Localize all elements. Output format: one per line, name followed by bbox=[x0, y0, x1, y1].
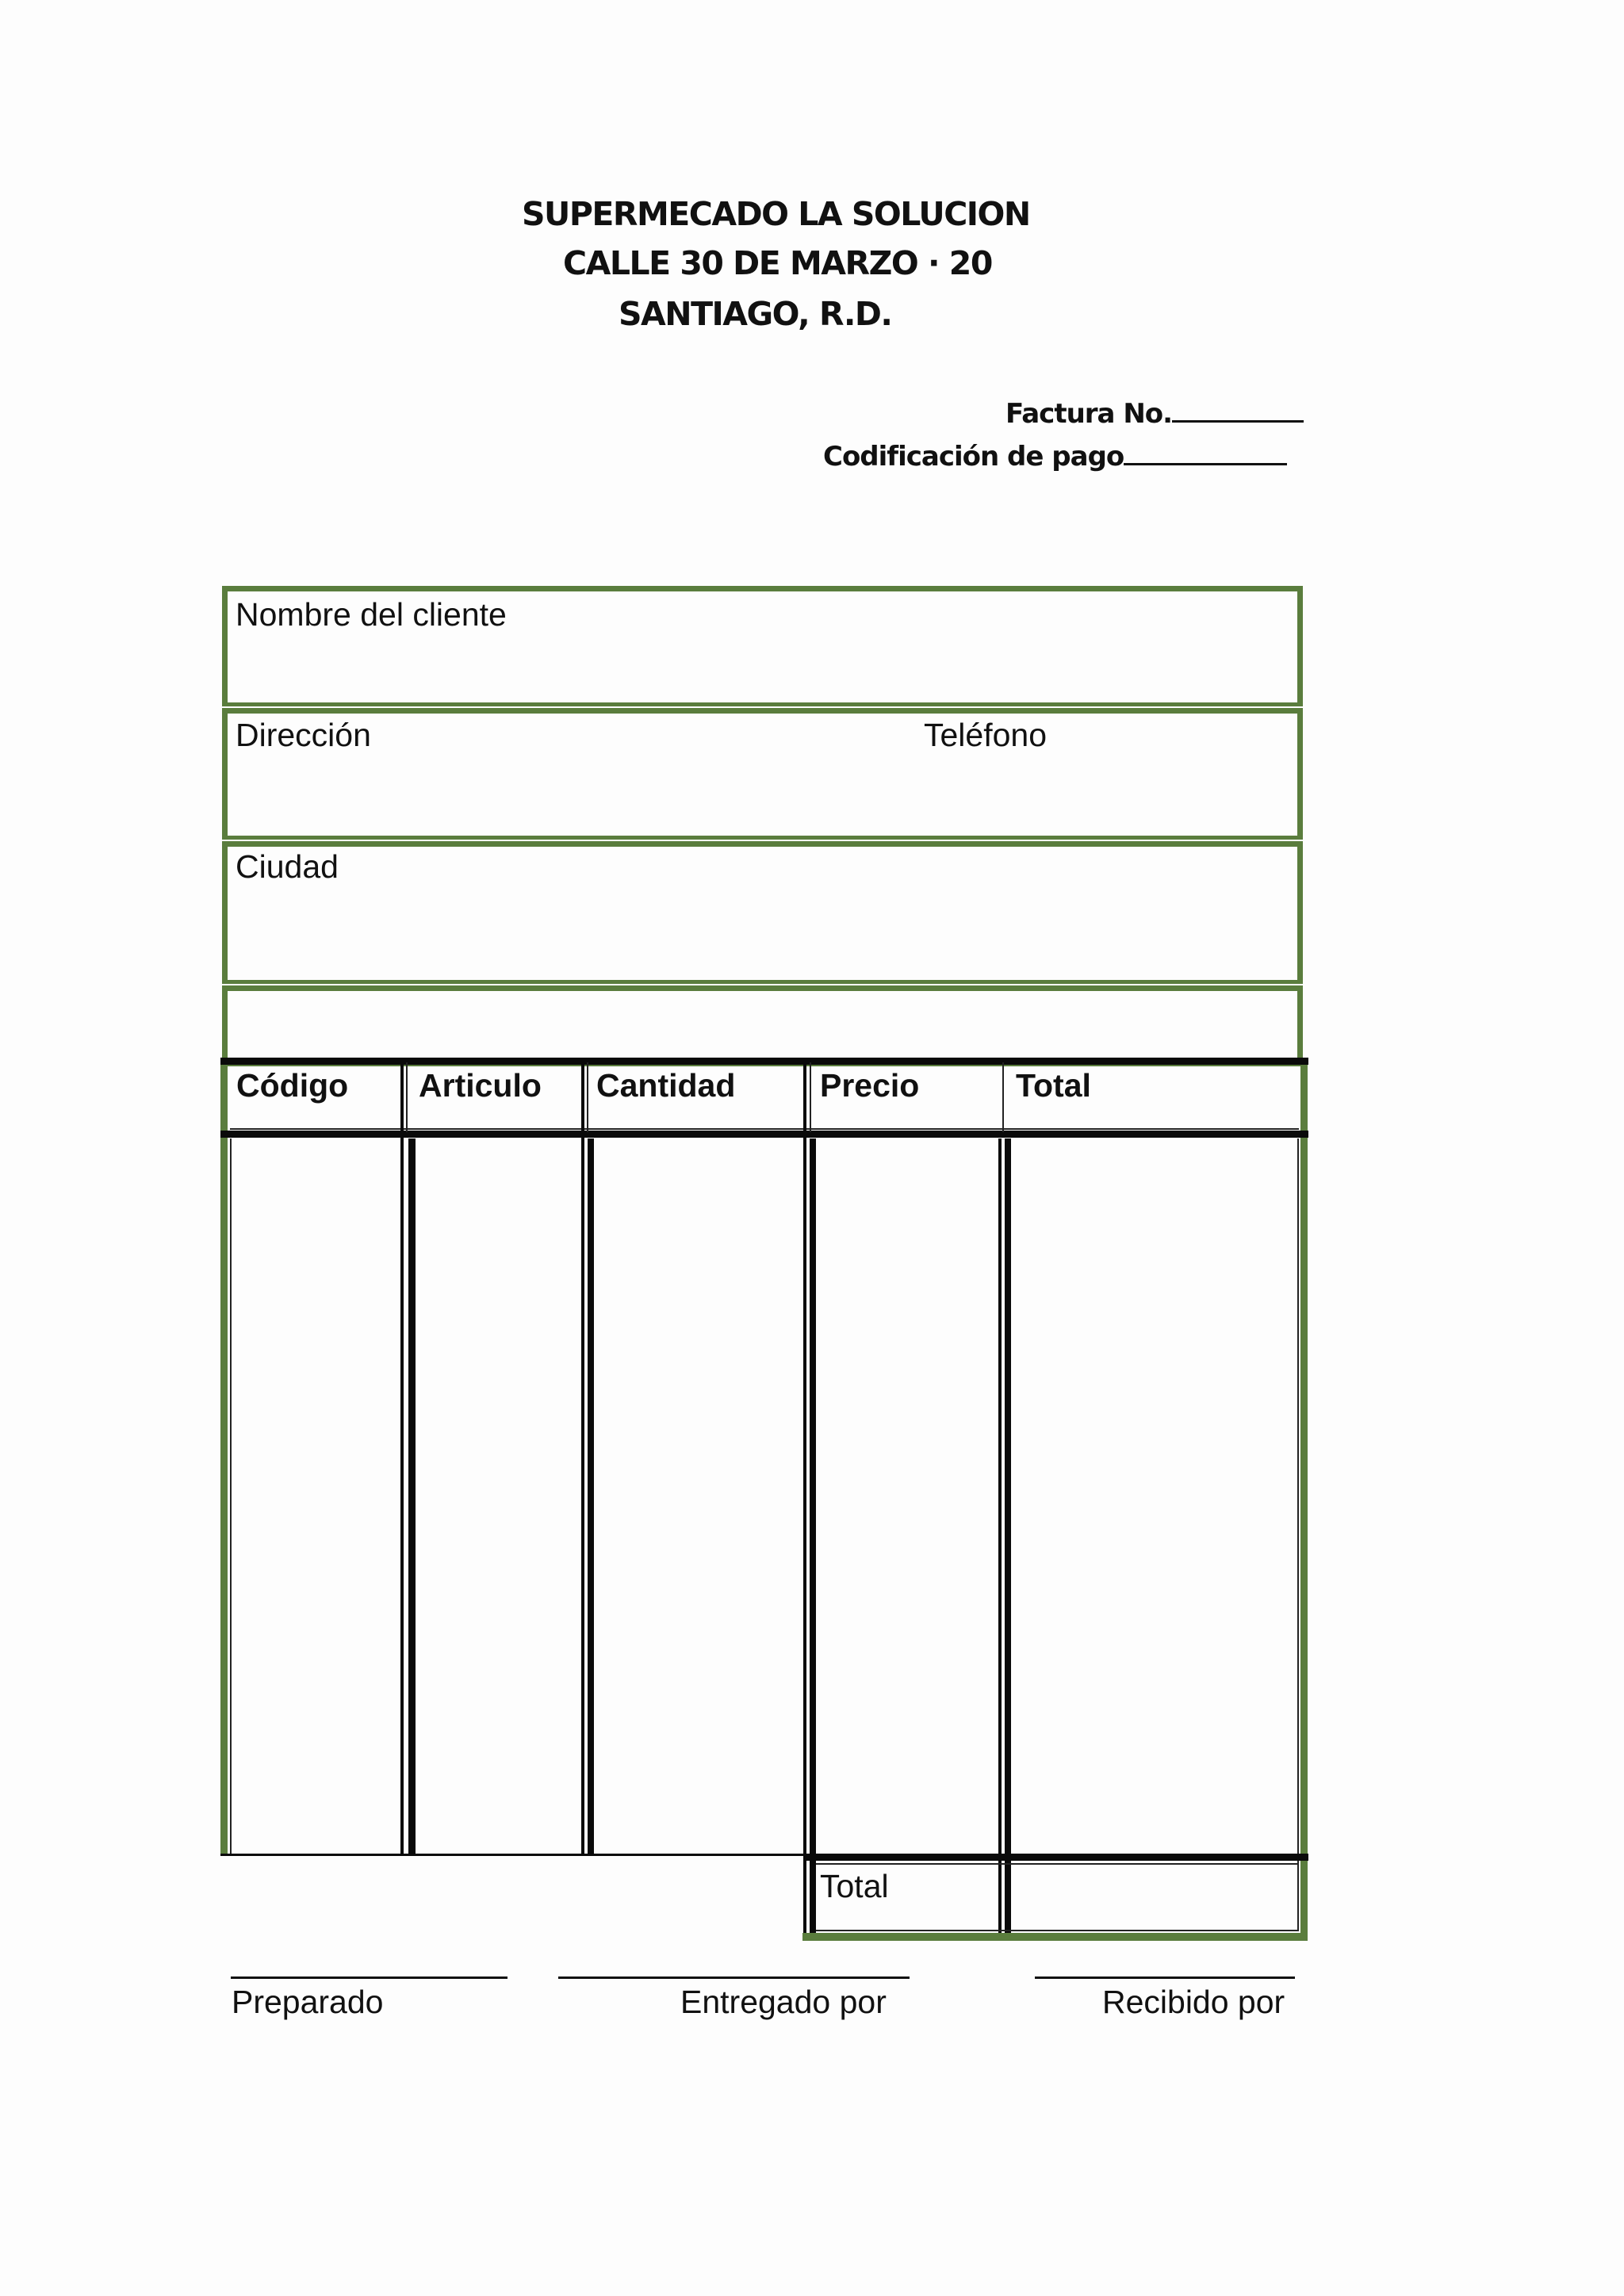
table-frame-left bbox=[220, 1064, 228, 1855]
customer-address-box[interactable] bbox=[226, 712, 1299, 837]
extra-info-box[interactable] bbox=[226, 989, 1299, 1062]
store-address: CALLE 30 DE MARZO · 20 bbox=[563, 244, 992, 282]
column-divider bbox=[400, 1059, 404, 1134]
column-divider bbox=[1002, 1062, 1004, 1132]
body-bottom-line bbox=[220, 1854, 809, 1856]
invoice-number-label: Factura No. bbox=[1005, 398, 1173, 430]
total-row-bottom-inner-line bbox=[816, 1930, 1299, 1931]
delivered-by-label: Entregado por bbox=[680, 1984, 887, 2020]
column-divider bbox=[406, 1062, 408, 1132]
prepared-signature-line[interactable] bbox=[231, 1976, 508, 1979]
header-row-inner-line bbox=[230, 1128, 1299, 1130]
header-row-bottom-line bbox=[220, 1131, 1308, 1138]
body-column-divider bbox=[810, 1138, 816, 1933]
payment-code-label: Codificación de pago bbox=[823, 441, 1124, 473]
prepared-label: Preparado bbox=[232, 1984, 384, 2020]
customer-name-label: Nombre del cliente bbox=[236, 596, 507, 633]
body-column-divider bbox=[588, 1138, 594, 1855]
table-frame-bottom bbox=[802, 1933, 1308, 1941]
customer-city-label: Ciudad bbox=[236, 848, 339, 885]
table-frame-right bbox=[1300, 1064, 1308, 1941]
column-header-precio: Precio bbox=[820, 1067, 920, 1104]
customer-address-label: Dirección bbox=[236, 717, 371, 753]
store-name: SUPERMECADO LA SOLUCION bbox=[522, 195, 1030, 233]
column-divider bbox=[587, 1062, 588, 1132]
column-header-articulo: Articulo bbox=[419, 1067, 542, 1104]
customer-phone-label: Teléfono bbox=[924, 717, 1048, 753]
body-left-inner-line bbox=[230, 1138, 232, 1854]
body-column-divider bbox=[581, 1135, 584, 1855]
grand-total-label: Total bbox=[820, 1868, 889, 1904]
column-divider bbox=[810, 1062, 811, 1132]
body-column-divider bbox=[803, 1135, 806, 1933]
column-divider bbox=[803, 1059, 806, 1134]
payment-code-field[interactable] bbox=[823, 441, 1287, 473]
payment-code-blank[interactable] bbox=[1124, 442, 1287, 465]
column-header-cantidad: Cantidad bbox=[596, 1067, 736, 1104]
body-right-inner-line bbox=[1297, 1138, 1299, 1931]
received-by-label: Recibido por bbox=[1102, 1984, 1285, 2020]
invoice-number-field[interactable] bbox=[1005, 398, 1304, 430]
column-header-codigo: Código bbox=[236, 1067, 349, 1104]
column-header-total: Total bbox=[1016, 1067, 1091, 1104]
body-column-divider bbox=[400, 1135, 404, 1855]
body-column-divider bbox=[408, 1138, 416, 1855]
delivered-signature-line[interactable] bbox=[558, 1976, 910, 1979]
invoice-number-blank[interactable] bbox=[1172, 400, 1304, 423]
body-column-divider bbox=[1005, 1138, 1011, 1933]
received-signature-line[interactable] bbox=[1035, 1976, 1295, 1979]
total-row-top-line bbox=[803, 1854, 1308, 1861]
customer-city-box[interactable] bbox=[226, 845, 1299, 982]
body-column-divider bbox=[998, 1138, 1002, 1933]
grand-total-value-cell[interactable] bbox=[1012, 1865, 1296, 1928]
header-row-top-line bbox=[220, 1058, 1308, 1065]
column-divider bbox=[581, 1059, 584, 1134]
store-city: SANTIAGO, R.D. bbox=[619, 295, 892, 333]
